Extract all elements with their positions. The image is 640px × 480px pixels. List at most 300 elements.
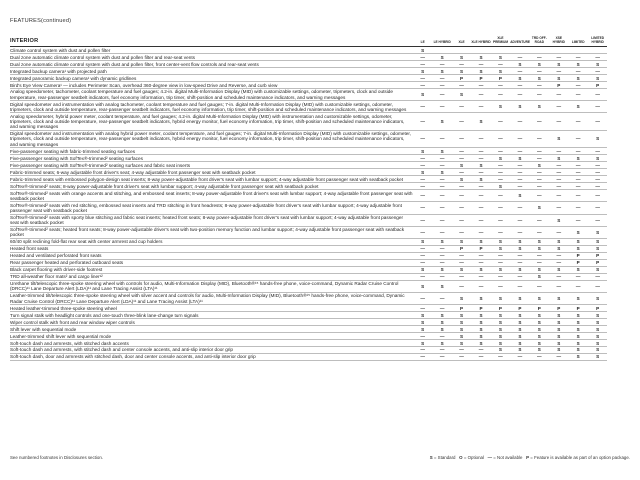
table-row xyxy=(10,113,607,130)
features-table xyxy=(10,37,607,361)
availability-cell: — xyxy=(510,214,529,226)
availability-cell: — xyxy=(510,82,529,89)
availability-cell: S xyxy=(569,266,588,273)
legend-meaning: = Optional xyxy=(463,455,484,460)
availability-cell: S xyxy=(432,68,451,75)
availability-cell: — xyxy=(471,82,490,89)
trim-header: XLE xyxy=(452,37,471,47)
availability-cell: S xyxy=(491,238,510,245)
availability-cell: — xyxy=(471,214,490,226)
availability-cell: — xyxy=(491,82,510,89)
availability-cell: — xyxy=(471,347,490,354)
table-header-row xyxy=(10,37,607,47)
availability-cell: — xyxy=(588,273,607,280)
availability-cell: — xyxy=(530,113,549,130)
availability-cell: P xyxy=(471,75,490,82)
availability-cell: S xyxy=(452,266,471,273)
availability-cell: S xyxy=(588,226,607,238)
availability-cell: — xyxy=(413,190,432,202)
legend-symbol: S xyxy=(429,455,433,460)
availability-cell: — xyxy=(432,183,451,190)
availability-cell: — xyxy=(471,169,490,176)
availability-cell: S xyxy=(569,293,588,305)
availability-cell: — xyxy=(569,54,588,61)
availability-cell: S xyxy=(413,47,432,54)
table-row xyxy=(10,89,607,101)
availability-cell: — xyxy=(413,333,432,340)
availability-cell: — xyxy=(549,89,568,101)
section-title: INTERIOR xyxy=(10,37,413,47)
availability-cell: — xyxy=(569,68,588,75)
availability-cell: S xyxy=(510,333,529,340)
availability-cell: — xyxy=(491,61,510,68)
availability-cell: — xyxy=(549,280,568,292)
availability-cell: S xyxy=(432,54,451,61)
legend-meaning: = Feature is available as part of an option package. xyxy=(530,455,630,460)
legend xyxy=(430,455,630,460)
availability-cell: S xyxy=(549,238,568,245)
page-subtitle: (continued) xyxy=(41,18,72,24)
availability-cell: S xyxy=(530,333,549,340)
availability-cell: S xyxy=(452,68,471,75)
feature-description: Rear passenger heated and perforated outboard seats xyxy=(10,259,413,266)
availability-cell: — xyxy=(452,130,471,147)
availability-cell: S xyxy=(588,155,607,162)
availability-cell: — xyxy=(491,113,510,130)
availability-cell xyxy=(510,47,529,54)
availability-cell: S xyxy=(510,238,529,245)
table-row xyxy=(10,226,607,238)
availability-cell: S xyxy=(588,293,607,305)
availability-cell: S xyxy=(491,312,510,319)
trim-header: LE HYBRID xyxy=(432,37,451,47)
feature-description: Soft-touch dash and armrests, with stitched dash accents xyxy=(10,340,413,347)
availability-cell: S xyxy=(510,61,529,68)
availability-cell: S xyxy=(491,347,510,354)
availability-cell: — xyxy=(432,162,451,169)
availability-cell: P xyxy=(588,252,607,259)
availability-cell: — xyxy=(549,259,568,266)
availability-cell: S xyxy=(491,183,510,190)
availability-cell: P xyxy=(569,259,588,266)
availability-cell: S xyxy=(432,280,451,292)
availability-cell: P xyxy=(471,245,490,252)
availability-cell: — xyxy=(588,101,607,113)
feature-description: Heated leather-trimmed three-spoke steering wheel xyxy=(10,305,413,312)
availability-cell: — xyxy=(588,202,607,214)
availability-cell: S xyxy=(530,347,549,354)
availability-cell: — xyxy=(491,190,510,202)
availability-cell: — xyxy=(530,155,549,162)
availability-cell: — xyxy=(569,176,588,183)
feature-description: Five-passenger seating with fabric-trimmed seating surfaces xyxy=(10,148,413,155)
availability-cell: — xyxy=(413,130,432,147)
availability-cell: — xyxy=(432,245,451,252)
availability-cell: S xyxy=(569,319,588,326)
availability-cell: — xyxy=(549,273,568,280)
trim-header: TRD OFF-ROAD xyxy=(530,37,549,47)
availability-cell: S xyxy=(588,326,607,333)
availability-cell: — xyxy=(569,183,588,190)
availability-cell: — xyxy=(432,252,451,259)
table-row xyxy=(10,280,607,292)
availability-cell: S xyxy=(452,238,471,245)
availability-cell: S xyxy=(530,238,549,245)
availability-cell: S xyxy=(491,54,510,61)
availability-cell: — xyxy=(471,226,490,238)
availability-cell: S xyxy=(530,162,549,169)
availability-cell: — xyxy=(432,333,451,340)
availability-cell: S xyxy=(432,148,451,155)
availability-cell: — xyxy=(510,202,529,214)
availability-cell: S xyxy=(569,326,588,333)
availability-cell: — xyxy=(432,155,451,162)
legend-meaning: = Standard xyxy=(433,455,456,460)
table-row xyxy=(10,273,607,280)
trim-header: LIMITED HYBRID xyxy=(588,37,607,47)
table-row xyxy=(10,333,607,340)
table-row xyxy=(10,259,607,266)
availability-cell: — xyxy=(510,89,529,101)
table-row xyxy=(10,266,607,273)
table-row xyxy=(10,202,607,214)
availability-cell: — xyxy=(549,169,568,176)
table-row xyxy=(10,319,607,326)
availability-cell: — xyxy=(452,280,471,292)
availability-cell: — xyxy=(491,214,510,226)
availability-cell: S xyxy=(530,273,549,280)
availability-cell: — xyxy=(530,354,549,361)
availability-cell: — xyxy=(569,280,588,292)
feature-description: Leather-trimmed shift lever with sequential mode xyxy=(10,333,413,340)
availability-cell: S xyxy=(530,326,549,333)
availability-cell: S xyxy=(471,326,490,333)
availability-cell: S xyxy=(452,312,471,319)
availability-cell: — xyxy=(569,202,588,214)
availability-cell: — xyxy=(588,214,607,226)
availability-cell: — xyxy=(471,259,490,266)
availability-cell: — xyxy=(452,113,471,130)
availability-cell: S xyxy=(549,293,568,305)
availability-cell: — xyxy=(413,61,432,68)
availability-cell: S xyxy=(491,266,510,273)
availability-cell: — xyxy=(491,226,510,238)
availability-cell: — xyxy=(432,293,451,305)
availability-cell: — xyxy=(569,82,588,89)
availability-cell: S xyxy=(588,266,607,273)
availability-cell: S xyxy=(549,340,568,347)
availability-cell: S xyxy=(491,340,510,347)
availability-cell: — xyxy=(491,354,510,361)
availability-cell: — xyxy=(471,148,490,155)
availability-cell: — xyxy=(510,252,529,259)
availability-cell: P xyxy=(569,305,588,312)
availability-cell xyxy=(491,47,510,54)
availability-cell: — xyxy=(549,113,568,130)
trim-header: XLE HYBRID xyxy=(471,37,490,47)
availability-cell: — xyxy=(452,214,471,226)
availability-cell: S xyxy=(530,319,549,326)
feature-description: Analog speedometer, hybrid power meter, coolant temperature, and fuel gauges; 4.2-in. digital Multi-Information Display (MID) with instrumentation and customizable settings, odometer, tripmeters, clock and outside temperature, rear-passenger seatbelt indicators, hybrid energy monitor, fuel economy information, trip timer, shift-position and scheduled maintenance indicators, and warning messages xyxy=(10,113,413,130)
availability-cell: — xyxy=(510,354,529,361)
availability-cell xyxy=(530,47,549,54)
availability-cell: S xyxy=(413,238,432,245)
availability-cell: — xyxy=(432,101,451,113)
availability-cell: S xyxy=(569,226,588,238)
availability-cell: S xyxy=(530,61,549,68)
table-row xyxy=(10,214,607,226)
availability-cell: — xyxy=(530,259,549,266)
availability-cell: — xyxy=(452,354,471,361)
availability-cell: — xyxy=(491,280,510,292)
availability-cell: — xyxy=(569,273,588,280)
availability-cell: S xyxy=(530,101,549,113)
feature-description: Heated front seats xyxy=(10,245,413,252)
availability-cell: — xyxy=(588,183,607,190)
feature-description: Urethane tilt/telescopic three-spoke steering wheel with controls for audio, Multi-Information Display (MID), Bluetooth®¹⁵ hands-free phone, voice-command, Dynamic Radar Cruise Control (DRCC)¹¹ Lane Departure Alert (LDA)¹¹ and Lane Tracing Assist (LTA)¹¹ xyxy=(10,280,413,292)
availability-cell: S xyxy=(413,312,432,319)
feature-description: Fabric-trimmed seats with embossed polygon-design seat inserts; 8-way power-adjustable front driver's seat with lumbar support; 4-way adjustable front passenger seat with seatback pocket xyxy=(10,176,413,183)
availability-cell: — xyxy=(413,75,432,82)
availability-cell: S xyxy=(471,176,490,183)
feature-description: Integrated panoramic backup camera¹ with dynamic gridlines xyxy=(10,75,413,82)
availability-cell: S xyxy=(510,155,529,162)
availability-cell: S xyxy=(569,238,588,245)
availability-cell: — xyxy=(569,113,588,130)
availability-cell: S xyxy=(452,162,471,169)
availability-cell: — xyxy=(549,190,568,202)
availability-cell: — xyxy=(413,162,432,169)
table-row xyxy=(10,82,607,89)
feature-description: Bird's Eye View Camera¹ — includes Perimeter Scan, overhead 360-degree view in low-speed Drive and Reverse, and curb view xyxy=(10,82,413,89)
availability-cell: P xyxy=(549,305,568,312)
availability-cell: — xyxy=(413,259,432,266)
availability-cell: P xyxy=(569,252,588,259)
legend-symbol: — xyxy=(487,455,493,460)
availability-cell: — xyxy=(432,190,451,202)
availability-cell: S xyxy=(569,245,588,252)
feature-description: Analog speedometer, tachometer, coolant temperature and fuel gauges; 4.2-in. digital Multi-Information Display (MID) with customizable settings, odometer, tripmeters, clock and outside temperature, rear-passenger seatbelt indicators, fuel economy information, trip timer, shift-position and scheduled maintenance indicators, and warning messages xyxy=(10,89,413,101)
availability-cell: S xyxy=(549,319,568,326)
availability-cell: — xyxy=(413,245,432,252)
availability-cell: — xyxy=(413,155,432,162)
availability-cell: S xyxy=(588,61,607,68)
availability-cell: S xyxy=(413,148,432,155)
availability-cell: — xyxy=(510,183,529,190)
availability-cell: S xyxy=(549,326,568,333)
availability-cell: S xyxy=(588,238,607,245)
availability-cell xyxy=(452,47,471,54)
feature-description: SofTex®-trimmed² seats with red stitching, embossed seat inserts and TRD stitching in front headrests; 8-way power-adjustable front driver's seat with lumbar support; 4-way adjustable front passenger seat with seatback pocket xyxy=(10,202,413,214)
availability-cell: — xyxy=(491,148,510,155)
availability-cell: S xyxy=(413,169,432,176)
availability-cell: S xyxy=(471,312,490,319)
availability-cell: — xyxy=(432,305,451,312)
availability-cell: P xyxy=(588,82,607,89)
availability-cell: S xyxy=(432,319,451,326)
availability-cell: — xyxy=(452,155,471,162)
availability-cell: — xyxy=(471,61,490,68)
availability-cell: — xyxy=(530,226,549,238)
availability-cell: S xyxy=(452,340,471,347)
availability-cell: — xyxy=(471,89,490,101)
availability-cell: S xyxy=(588,333,607,340)
table-row xyxy=(10,155,607,162)
table-row xyxy=(10,347,607,354)
availability-cell: — xyxy=(530,280,549,292)
availability-cell: — xyxy=(569,214,588,226)
availability-cell: S xyxy=(549,245,568,252)
availability-cell: S xyxy=(530,293,549,305)
availability-cell: — xyxy=(549,68,568,75)
availability-cell: S xyxy=(549,333,568,340)
trim-header: ADVENTURE xyxy=(510,37,529,47)
availability-cell: P xyxy=(452,75,471,82)
availability-cell: — xyxy=(491,162,510,169)
feature-description: Soft-touch dash, door and armrests with stitched dash, door and center console accents, and anti-slip interior door grip xyxy=(10,354,413,361)
availability-cell: S xyxy=(452,326,471,333)
availability-cell: — xyxy=(588,169,607,176)
availability-cell: — xyxy=(413,226,432,238)
feature-description: Climate control system with dust and pollen filter xyxy=(10,47,413,54)
availability-cell: S xyxy=(452,89,471,101)
availability-cell: — xyxy=(491,176,510,183)
availability-cell: S xyxy=(588,319,607,326)
availability-cell: — xyxy=(471,101,490,113)
availability-cell: S xyxy=(510,347,529,354)
availability-cell: — xyxy=(569,162,588,169)
feature-description: Dual zone automatic climate control system with dust and pollen filter and rear-seat vents xyxy=(10,54,413,61)
availability-cell: S xyxy=(491,333,510,340)
feature-description: Fabric-trimmed seats; 6-way adjustable front driver's seat; 4-way adjustable front passenger seat with seatback pocket xyxy=(10,169,413,176)
availability-cell: — xyxy=(588,280,607,292)
availability-cell: S xyxy=(510,190,529,202)
feature-description: SofTex®-trimmed² seats with sporty blue stitching and fabric seat inserts; heated front seats; 8-way power-adjustable front driver's seat with lumbar support; 4-way adjustable front passenger seat with seatback pocket xyxy=(10,214,413,226)
availability-cell: S xyxy=(510,340,529,347)
availability-cell: S xyxy=(471,162,490,169)
table-row xyxy=(10,54,607,61)
availability-cell: — xyxy=(432,347,451,354)
availability-cell xyxy=(588,47,607,54)
table-row xyxy=(10,162,607,169)
availability-cell: — xyxy=(471,354,490,361)
availability-cell: — xyxy=(530,68,549,75)
availability-cell: — xyxy=(432,75,451,82)
availability-cell: — xyxy=(510,162,529,169)
availability-cell: S xyxy=(491,293,510,305)
availability-cell: S xyxy=(413,266,432,273)
feature-description: Digital speedometer and instrumentation with analog hybrid power meter, coolant temperature, and fuel gauges; 7-in. digital Multi-Information Display (MID) with customizable settings, odometer, tripmeters, clock and outside temperature, rear-passenger seatbelt indicators, hybrid energy monitor, fuel economy information, trip timer, shift-position and scheduled maintenance indicators, and warning messages xyxy=(10,130,413,147)
legend-symbol: O xyxy=(459,455,463,460)
availability-cell: — xyxy=(432,273,451,280)
availability-cell: — xyxy=(432,259,451,266)
availability-cell: — xyxy=(588,148,607,155)
availability-cell: — xyxy=(510,148,529,155)
availability-cell: — xyxy=(530,252,549,259)
availability-cell: — xyxy=(510,113,529,130)
availability-cell: S xyxy=(413,68,432,75)
availability-cell: S xyxy=(471,319,490,326)
availability-cell: P xyxy=(530,305,549,312)
feature-description: Dual zone automatic climate control system with dust and pollen filter, front center-vent flow controls and rear-seat vents xyxy=(10,61,413,68)
availability-cell: S xyxy=(491,326,510,333)
availability-cell: S xyxy=(588,75,607,82)
feature-description: SofTex®-trimmed² seats with orange accents and stitching, and embossed seat inserts; 8-way power-adjustable front driver's seat with lumbar support; 4-way adjustable front passenger seat with seatback pocket xyxy=(10,190,413,201)
feature-description: Heated and ventilated perforated front seats xyxy=(10,252,413,259)
legend-symbol: P xyxy=(526,455,530,460)
availability-cell: P xyxy=(588,259,607,266)
availability-cell: — xyxy=(549,226,568,238)
availability-cell: — xyxy=(471,130,490,147)
trim-header: LE xyxy=(413,37,432,47)
availability-cell: S xyxy=(530,245,549,252)
feature-description: Wiper control stalk with front and rear window wiper controls xyxy=(10,319,413,326)
availability-cell: — xyxy=(452,101,471,113)
availability-cell: — xyxy=(471,155,490,162)
availability-cell: — xyxy=(413,101,432,113)
availability-cell: — xyxy=(510,130,529,147)
table-row xyxy=(10,238,607,245)
availability-cell: — xyxy=(491,130,510,147)
availability-cell: S xyxy=(510,319,529,326)
table-row xyxy=(10,312,607,319)
feature-description: Five-passenger seating with SofTex®-trimmed² seating surfaces xyxy=(10,155,413,162)
availability-cell: S xyxy=(432,113,451,130)
availability-cell: S xyxy=(432,312,451,319)
availability-cell: — xyxy=(549,183,568,190)
availability-cell: — xyxy=(413,113,432,130)
page-title: FEATURES xyxy=(10,18,42,24)
availability-cell: — xyxy=(413,354,432,361)
availability-cell: — xyxy=(452,252,471,259)
availability-cell: S xyxy=(530,340,549,347)
availability-cell: S xyxy=(413,280,432,292)
availability-cell: S xyxy=(549,75,568,82)
availability-cell: — xyxy=(530,148,549,155)
availability-cell: S xyxy=(471,340,490,347)
feature-description: Five-passenger seating with SofTex®-trimmed² seating surfaces and fabric seat inserts xyxy=(10,162,413,169)
availability-cell: S xyxy=(530,312,549,319)
availability-cell: — xyxy=(471,202,490,214)
availability-cell: S xyxy=(452,319,471,326)
availability-cell: S xyxy=(510,101,529,113)
availability-cell: — xyxy=(510,68,529,75)
availability-cell: — xyxy=(510,54,529,61)
availability-cell: — xyxy=(491,252,510,259)
availability-cell: — xyxy=(588,113,607,130)
feature-description: SofTex®-trimmed² seats; 8-way power-adjustable front driver's seat with lumbar support; 4-way adjustable front passenger seat with seatback pocket xyxy=(10,183,413,190)
availability-cell: — xyxy=(413,176,432,183)
availability-cell: — xyxy=(413,293,432,305)
availability-cell: S xyxy=(491,68,510,75)
availability-cell: S xyxy=(569,333,588,340)
availability-cell: — xyxy=(530,176,549,183)
availability-cell: — xyxy=(413,347,432,354)
availability-cell: S xyxy=(432,326,451,333)
feature-description: Black carpet flooring with driver-side footrest xyxy=(10,266,413,273)
availability-cell: — xyxy=(569,130,588,147)
availability-cell: S xyxy=(569,347,588,354)
legend-meaning: = Not available xyxy=(493,455,523,460)
availability-cell: S xyxy=(549,266,568,273)
availability-cell: — xyxy=(530,183,549,190)
availability-cell: S xyxy=(530,202,549,214)
availability-cell: S xyxy=(588,340,607,347)
availability-cell: — xyxy=(471,190,490,202)
availability-cell xyxy=(569,47,588,54)
availability-cell: — xyxy=(471,252,490,259)
availability-cell: S xyxy=(530,266,549,273)
